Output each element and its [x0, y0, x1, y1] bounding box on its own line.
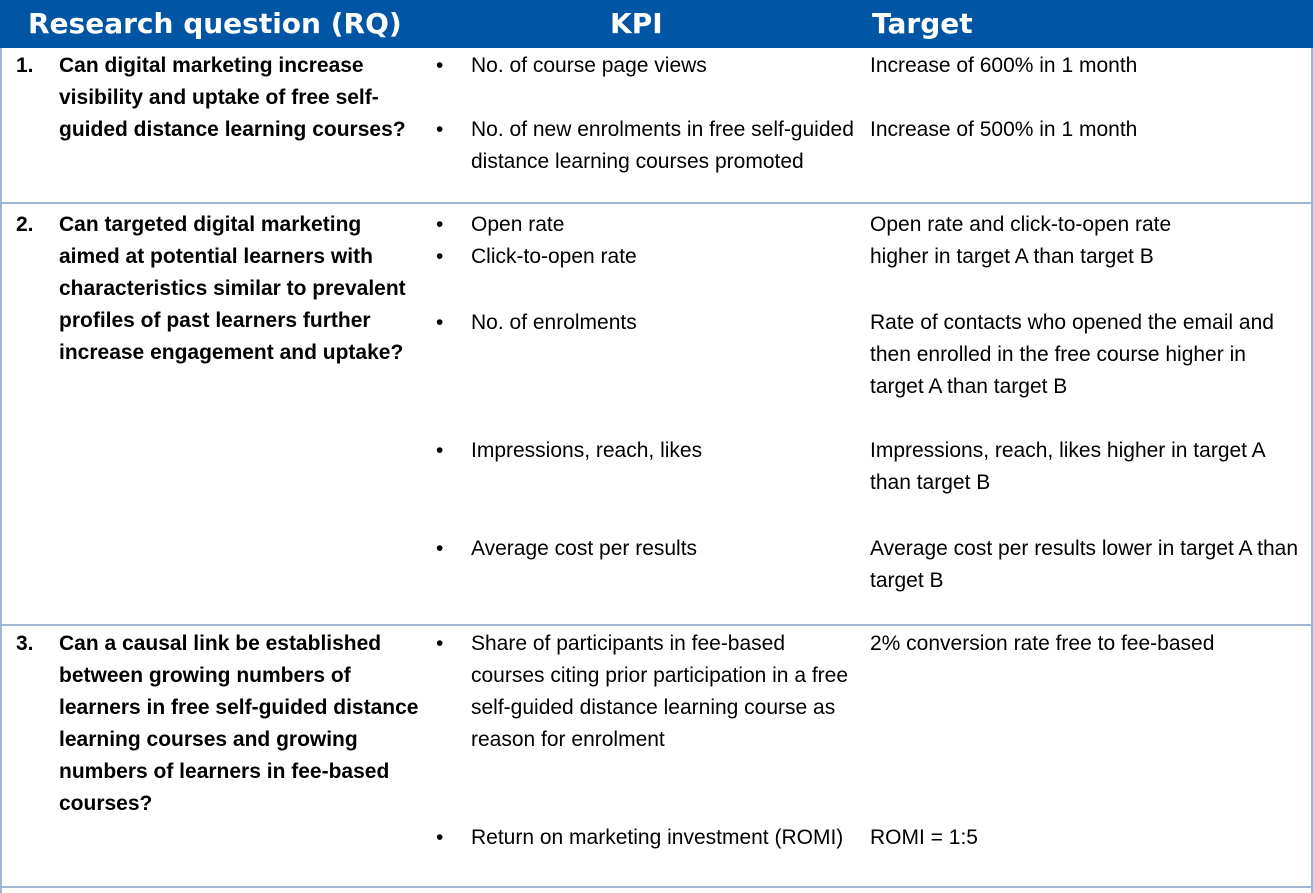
kpi-text: Click-to-open rate — [471, 245, 637, 268]
rq-text: Can a causal link be established between growing numbers of learners in free self-guided distance learning courses and growing numbers of learners in fee-based courses? — [59, 632, 419, 815]
kpi-text: Impressions, reach, likes — [471, 439, 703, 462]
kpi-text: No. of new enrolments in free self-guided distance learning courses promoted — [471, 118, 854, 173]
kpi-text: Return on marketing investment (ROMI) — [471, 826, 844, 849]
bullet-icon: • — [436, 632, 444, 655]
bullet-icon: • — [436, 439, 444, 462]
row-divider-2 — [0, 624, 1313, 626]
table-border-left — [0, 48, 2, 893]
rq-number: 3. — [16, 632, 34, 655]
kpi-text: Open rate — [471, 213, 565, 236]
header-target: Target — [872, 7, 973, 40]
target-text: Average cost per results lower in target A than target B — [870, 537, 1299, 592]
bullet-icon: • — [436, 54, 444, 77]
target-text: Increase of 600% in 1 month — [870, 54, 1138, 77]
bullet-icon: • — [436, 213, 444, 236]
target-text: ROMI = 1:5 — [870, 826, 978, 849]
target-text: Impressions, reach, likes higher in target A than target B — [870, 439, 1265, 494]
bullet-icon: • — [436, 537, 444, 560]
target-text: Open rate and click-to-open rate — [870, 213, 1172, 236]
kpi-text: Share of participants in fee-based courses citing prior participation in a free self-guided distance learning course as reason for enrolment — [471, 632, 849, 751]
target-text: Increase of 500% in 1 month — [870, 118, 1138, 141]
rq-number: 2. — [16, 213, 34, 236]
bullet-icon: • — [436, 311, 444, 334]
bullet-icon: • — [436, 826, 444, 849]
header-research-question: Research question (RQ) — [28, 7, 402, 40]
header-kpi: KPI — [610, 7, 663, 40]
kpi-text: Average cost per results — [471, 537, 698, 560]
rq-text: Can digital marketing increase visibility and uptake of free self-guided distance learning courses? — [59, 54, 406, 141]
target-text: 2% conversion rate free to fee-based — [870, 632, 1215, 655]
rq-number: 1. — [16, 54, 34, 77]
bullet-icon: • — [436, 245, 444, 268]
kpi-text: No. of course page views — [471, 54, 707, 77]
bullet-icon: • — [436, 118, 444, 141]
target-text: Rate of contacts who opened the email and then enrolled in the free course higher in target A than target B — [870, 311, 1274, 398]
table-border-bottom — [0, 886, 1313, 888]
table-header — [0, 0, 1313, 48]
target-text: higher in target A than target B — [870, 245, 1154, 268]
rq-text: Can targeted digital marketing aimed at potential learners with characteristics similar to prevalent profiles of past learners further increase engagement and uptake? — [59, 213, 406, 364]
row-divider-1 — [0, 202, 1313, 204]
kpi-text: No. of enrolments — [471, 311, 637, 334]
